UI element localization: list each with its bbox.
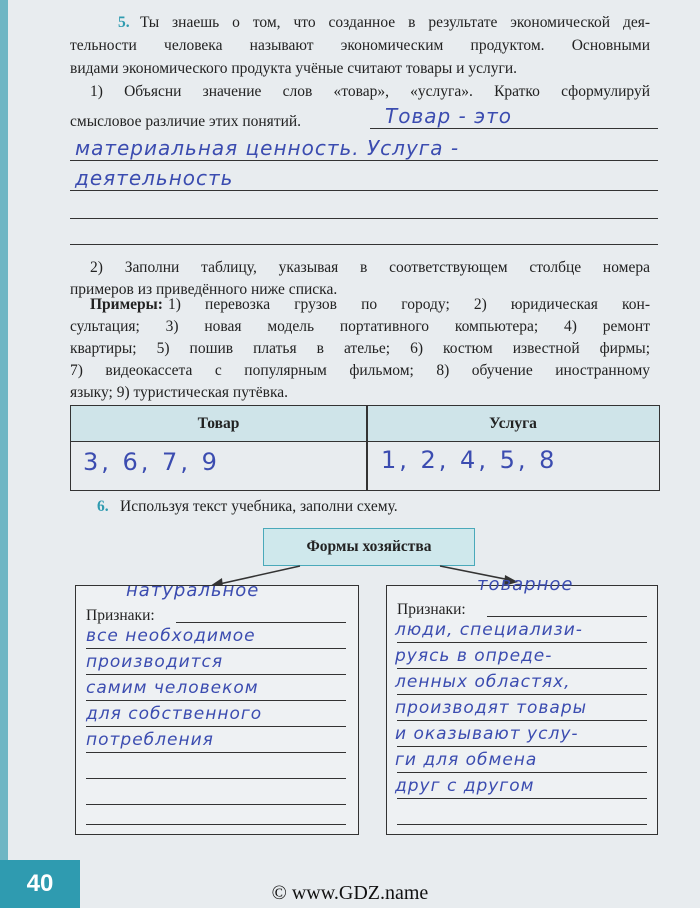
answer-line: производится <box>86 652 224 672</box>
scheme-center: Формы хозяйства <box>263 528 475 566</box>
natural-economy-box <box>75 580 359 835</box>
task6-number: 6. <box>97 498 109 515</box>
services-cell[interactable]: 1, 2, 4, 5, 8 <box>381 446 558 474</box>
answer-line: все необходимое <box>86 626 256 646</box>
task5-text: тельности человека называют экономическим продуктом. Основными <box>70 37 650 54</box>
question-1: смысловое различие этих понятий. <box>70 113 302 130</box>
task5-text: Ты знаешь о том, что созданное в результате экономической дея- <box>140 14 650 31</box>
task5-text: видами экономического продукта учёные считают товары и услуги. <box>70 60 517 77</box>
answer-line: для собственного <box>86 704 263 724</box>
answer-line: деятельность <box>75 166 234 190</box>
signs-label: Признаки: <box>397 601 466 618</box>
answer-line: Товар - это <box>385 104 512 128</box>
signs-label: Признаки: <box>86 607 155 624</box>
task6-text: Используя текст учебника, заполни схему. <box>120 498 398 515</box>
answer-line: потребления <box>86 730 214 750</box>
header-services: Услуга <box>367 406 659 442</box>
answer-line: ги для обмена <box>395 750 538 770</box>
examples-text: 7) видеокассета с популярным фильмом; 8) обучение иностранному <box>70 362 650 379</box>
question-1: 1) Объясни значение слов «товар», «услуга». Кратко сформулируй <box>90 83 650 100</box>
answer-line: производят товары <box>395 698 588 718</box>
answer-line: руясь в опреде- <box>395 646 553 666</box>
page-number: 40 <box>0 860 80 908</box>
examples-text: 1) перевозка грузов по городу; 2) юридическая кон- <box>168 296 650 313</box>
commodity-economy-box <box>386 574 658 835</box>
header-goods: Товар <box>71 406 367 442</box>
examples-text: сультация; 3) новая модель портативного компьютера; 4) ремонт <box>70 318 650 335</box>
answer-line: люди, специализи- <box>395 620 583 640</box>
answer-line: самим человеком <box>86 678 259 698</box>
answer-line: и оказывают услу- <box>395 724 579 744</box>
question-2: 2) Заполни таблицу, указывая в соответствующем столбце номера <box>90 259 650 276</box>
footer-watermark: © www.GDZ.name <box>271 882 429 904</box>
answer-line: друг с другом <box>395 776 535 796</box>
answer-line: ленных областях, <box>395 672 571 692</box>
question-2: примеров из приведённого ниже списка. <box>70 281 338 298</box>
goods-cell[interactable]: 3, 6, 7, 9 <box>83 448 220 476</box>
right-box-title: товарное <box>477 574 574 595</box>
examples-text: квартиры; 5) пошив платья в ателье; 6) костюм известной фирмы; <box>70 340 650 357</box>
answer-line: материальная ценность. Услуга - <box>75 136 460 160</box>
task5-number: 5. <box>118 14 130 31</box>
left-box-title: натуральное <box>126 580 260 601</box>
examples-label: Примеры: <box>90 296 163 313</box>
examples-text: языку; 9) туристическая путёвка. <box>70 384 288 401</box>
